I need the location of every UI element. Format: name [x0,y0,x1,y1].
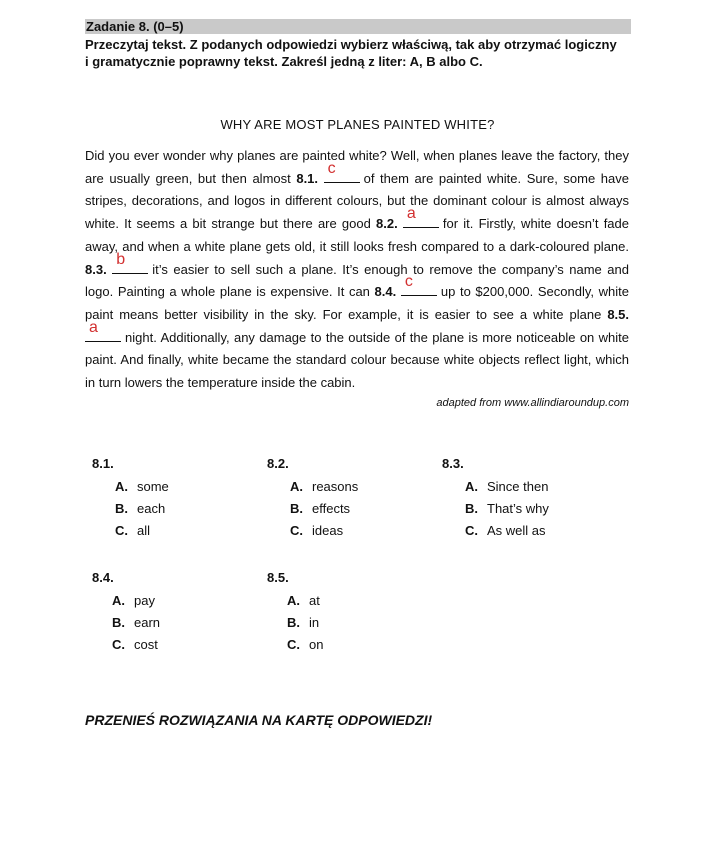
option-text: all [137,523,151,538]
option-a[interactable] [465,479,548,494]
question-8-1 [92,456,169,538]
passage-text [85,145,629,395]
option-b[interactable] [287,615,319,630]
option-a[interactable] [287,593,320,608]
option-c[interactable] [112,637,158,652]
option-letter: B. [115,501,128,516]
answer-gap-8-5[interactable] [85,318,121,342]
passage-segment: up to $200,000. Secondly, white paint means better visibility in the sky. For example, it is easier to see a white plane [85,284,629,322]
option-letter: C. [115,523,128,538]
option-letter: A. [287,593,300,608]
option-text: cost [134,637,158,652]
question-number: 8.4. [92,570,114,585]
option-b[interactable] [290,501,350,516]
transfer-answers-note: PRZENIEŚ ROZWIĄZANIA NA KARTĘ ODPOWIEDZI! [85,712,433,728]
instruction-line-2: i gramatycznie poprawny tekst. Zakreśl jedną z liter: A, B albo C. [85,54,483,69]
gap-number: 8.3. [85,261,107,277]
question-number: 8.2. [267,456,289,471]
option-text: some [137,479,169,494]
option-letter: C. [290,523,303,538]
option-text: pay [134,593,155,608]
handwritten-answer: c [327,159,336,177]
question-8-5 [267,570,324,652]
passage-segment: Did you ever wonder why planes are painted white? Well, when planes leave the factory, they are usually green, but then almost [85,148,629,186]
gap-number: 8.1. [296,170,319,186]
option-letter: B. [290,501,303,516]
task-instructions [85,36,645,70]
option-c[interactable] [287,637,323,652]
task-header-text: Zadanie 8. (0–5) [86,19,184,34]
gap-number: 8.2. [376,216,398,232]
option-text: reasons [312,479,359,494]
option-letter: C. [112,637,125,652]
question-number: 8.1. [92,456,114,471]
option-text: at [309,593,320,608]
passage-segment: for it. Firstly, white doesn’t fade away, and when a white plane gets old, it still looks fresh compared to a dark-coloured plane. [85,216,629,254]
handwritten-answer: c [404,273,413,291]
question-8-3 [442,456,549,538]
question-number: 8.3. [442,456,464,471]
option-a[interactable] [115,479,169,494]
passage-segment: night. Additionally, any damage to the outside of the plane is more noticeable on white paint. And finally, white became the standard colour because white objects reflect light, which in turn lowers the temperature inside the cabin. [85,329,629,391]
option-letter: A. [290,479,303,494]
gap-number: 8.5. [607,306,629,322]
option-text: Since then [487,479,549,494]
option-text: ideas [312,523,344,538]
option-letter: C. [287,637,300,652]
instruction-line-1: Przeczytaj tekst. Z podanych odpowiedzi wybierz właściwą, tak aby otrzymać logiczny [85,37,617,52]
option-b[interactable] [465,501,549,516]
option-b[interactable] [112,615,160,630]
option-text: That’s why [487,501,549,516]
option-letter: A. [112,593,125,608]
question-8-2 [267,456,359,538]
passage-segment: it’s easier to sell such a plane. It’s enough to remove the company’s name and logo. Painting a whole plane is expensive. It can [85,261,629,300]
gap-number: 8.4. [374,284,397,300]
option-a[interactable] [290,479,358,494]
option-letter: A. [465,479,478,494]
answer-gap-8-1[interactable] [324,159,360,183]
handwritten-answer: a [406,205,416,223]
option-letter: B. [287,615,300,630]
passage-segment: of them are painted white. Sure, some have stripes, decorations, and logos in different colours, but the dominant colour is almost always white. It seems a bit strange but there are good [85,170,629,232]
handwritten-answer: a [89,318,98,336]
option-text: in [309,615,320,630]
task-header [85,19,631,34]
option-letter: B. [465,501,478,516]
option-c[interactable] [290,523,343,538]
answer-gap-8-2[interactable] [403,205,439,228]
option-letter: B. [112,615,125,630]
option-c[interactable] [115,523,150,538]
option-b[interactable] [115,501,165,516]
answer-gap-8-4[interactable] [401,273,437,296]
option-letter: C. [465,523,478,538]
passage-title: WHY ARE MOST PLANES PAINTED WHITE? [220,117,495,132]
option-c[interactable] [465,523,546,538]
option-letter: A. [115,479,128,494]
question-number: 8.5. [267,570,289,585]
source-attribution: adapted from www.allindiaroundup.com [436,397,629,409]
option-text: each [137,501,166,516]
handwritten-answer: b [116,250,126,268]
answer-gap-8-3[interactable] [112,250,148,274]
option-text: on [309,637,324,652]
question-8-4 [92,570,161,652]
option-text: earn [134,615,161,630]
option-text: effects [312,501,351,516]
option-a[interactable] [112,593,155,608]
option-text: As well as [487,523,546,538]
